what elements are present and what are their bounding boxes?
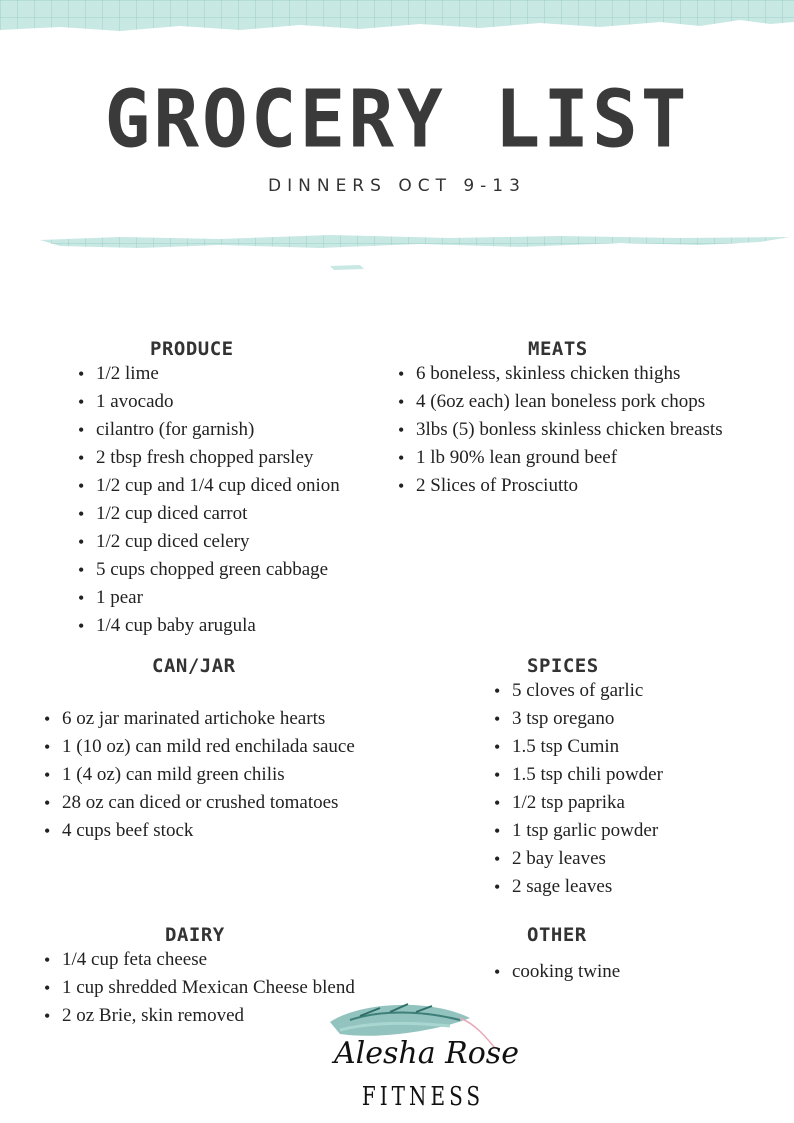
list-item: • 1/2 lime bbox=[78, 360, 340, 388]
list-item: • 1 (10 oz) can mild red enchilada sauce bbox=[44, 733, 355, 761]
list-item: • 4 cups beef stock bbox=[44, 817, 355, 845]
dairy-section bbox=[44, 924, 355, 1030]
list-item: • 1 (4 oz) can mild green chilis bbox=[44, 761, 355, 789]
list-item: • cilantro (for garnish) bbox=[78, 416, 340, 444]
list-item: • 1/2 tsp paprika bbox=[494, 789, 663, 817]
list-item: • 6 boneless, skinless chicken thighs bbox=[398, 360, 723, 388]
list-item: • cooking twine bbox=[494, 958, 620, 986]
list-item: • 1 lb 90% lean ground beef bbox=[398, 444, 723, 472]
spices-heading: SPICES bbox=[527, 655, 599, 677]
meats-section bbox=[398, 338, 723, 500]
list-item: • 1 cup shredded Mexican Cheese blend bbox=[44, 974, 355, 1002]
list-item: • 1/4 cup feta cheese bbox=[44, 946, 355, 974]
list-item: • 3lbs (5) bonless skinless chicken breasts bbox=[398, 416, 723, 444]
logo-sub-text: FITNESS bbox=[361, 1080, 485, 1112]
list-item: • 2 Slices of Prosciutto bbox=[398, 472, 723, 500]
page-subtitle: DINNERS OCT 9-13 bbox=[268, 176, 526, 196]
list-item: • 3 tsp oregano bbox=[494, 705, 663, 733]
list-item: • 1/2 cup and 1/4 cup diced onion bbox=[78, 472, 340, 500]
list-item: • 6 oz jar marinated artichoke hearts bbox=[44, 705, 355, 733]
logo-script-text: Alesha Rose bbox=[334, 1036, 519, 1071]
list-item: • 1 pear bbox=[78, 584, 340, 612]
list-item: • 2 tbsp fresh chopped parsley bbox=[78, 444, 340, 472]
list-item: • 1/2 cup diced celery bbox=[78, 528, 340, 556]
other-heading: OTHER bbox=[527, 924, 587, 946]
canjar-heading: CAN/JAR bbox=[152, 655, 236, 677]
produce-list bbox=[78, 360, 340, 640]
dairy-heading: DAIRY bbox=[165, 924, 225, 946]
list-item: • 1.5 tsp Cumin bbox=[494, 733, 663, 761]
canjar-section bbox=[44, 655, 355, 845]
spices-list bbox=[494, 677, 663, 901]
list-item: • 1/4 cup baby arugula bbox=[78, 612, 340, 640]
middle-brush-stroke-decoration bbox=[0, 226, 794, 274]
list-item: • 2 sage leaves bbox=[494, 873, 663, 901]
list-item: • 1 tsp garlic powder bbox=[494, 817, 663, 845]
dairy-list bbox=[44, 946, 355, 1030]
top-brush-stroke-decoration bbox=[0, 0, 794, 34]
list-item: • 4 (6oz each) lean boneless pork chops bbox=[398, 388, 723, 416]
list-item: • 28 oz can diced or crushed tomatoes bbox=[44, 789, 355, 817]
produce-heading: PRODUCE bbox=[150, 338, 234, 360]
brand-logo bbox=[320, 1000, 519, 1118]
meats-heading: MEATS bbox=[528, 338, 588, 360]
list-item: • 1.5 tsp chili powder bbox=[494, 761, 663, 789]
list-item: • 1 avocado bbox=[78, 388, 340, 416]
list-item: • 2 oz Brie, skin removed bbox=[44, 1002, 355, 1030]
list-item: • 5 cloves of garlic bbox=[494, 677, 663, 705]
produce-section bbox=[78, 338, 340, 640]
other-list bbox=[494, 958, 620, 986]
other-section bbox=[494, 924, 620, 986]
list-item: • 2 bay leaves bbox=[494, 845, 663, 873]
spices-section bbox=[494, 655, 663, 901]
list-item: • 5 cups chopped green cabbage bbox=[78, 556, 340, 584]
canjar-list bbox=[44, 705, 355, 845]
page-title: GROCERY LIST bbox=[104, 71, 690, 166]
meats-list bbox=[398, 360, 723, 500]
list-item: • 1/2 cup diced carrot bbox=[78, 500, 340, 528]
